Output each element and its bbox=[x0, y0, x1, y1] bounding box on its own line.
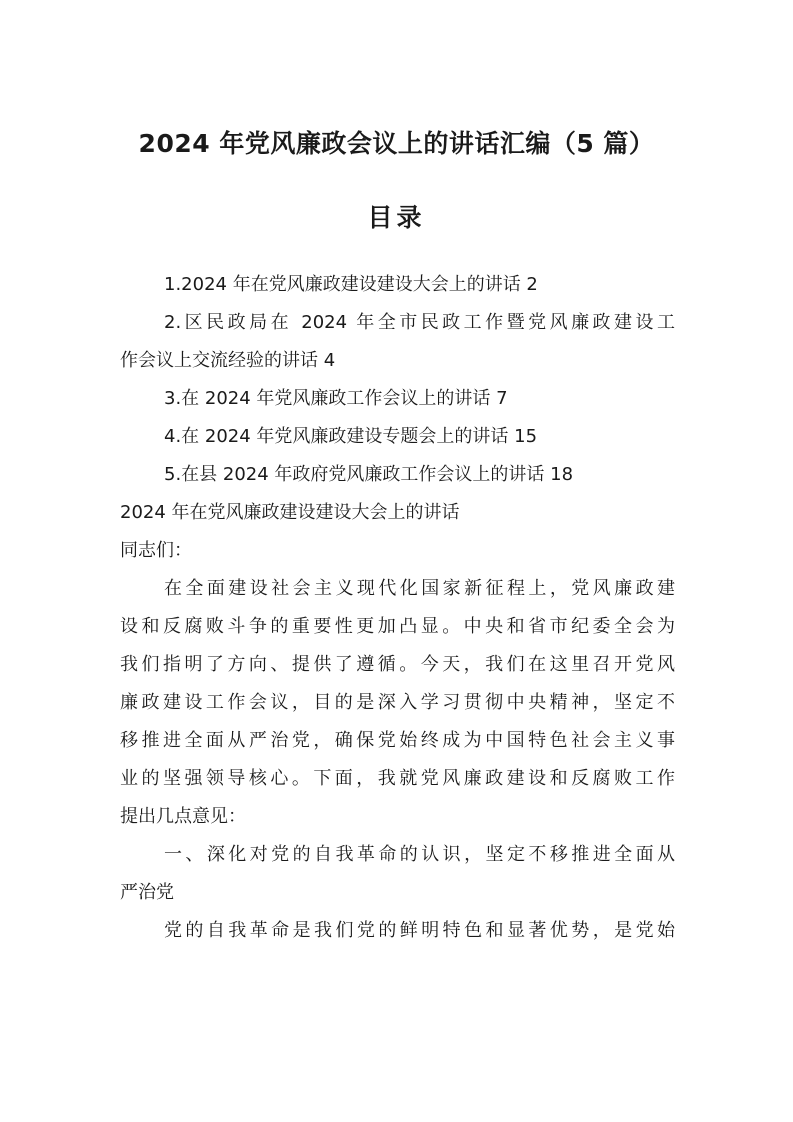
paragraph-line: 提出几点意见： bbox=[120, 806, 246, 827]
toc-item-1[interactable]: 1.2024 年在党风廉政建设建设大会上的讲话 2 bbox=[164, 274, 538, 295]
speech-title: 2024 年在党风廉政建设建设大会上的讲话 bbox=[120, 502, 460, 523]
document-body bbox=[120, 266, 675, 950]
salutation: 同志们： bbox=[120, 540, 192, 561]
toc-item-3[interactable]: 3.在 2024 年党风廉政工作会议上的讲话 7 bbox=[164, 388, 508, 409]
paragraph-line: 在全面建设社会主义现代化国家新征程上，党风廉政建 bbox=[164, 578, 675, 599]
paragraph-2 bbox=[120, 912, 675, 950]
document-title: 2024 年党风廉政会议上的讲话汇编（5 篇） bbox=[138, 129, 655, 158]
paragraph-line: 廉政建设工作会议，目的是深入学习贯彻中央精神，坚定不 bbox=[120, 692, 675, 713]
section-heading-1 bbox=[120, 836, 675, 912]
toc-item-2[interactable]: 2.区民政局在 2024 年全市民政工作暨党风廉政建设工 bbox=[164, 312, 675, 333]
table-of-contents bbox=[120, 266, 675, 494]
paragraph-line: 设和反腐败斗争的重要性更加凸显。中央和省市纪委全会为 bbox=[120, 616, 675, 637]
toc-item-4[interactable]: 4.在 2024 年党风廉政建设专题会上的讲话 15 bbox=[164, 426, 538, 447]
paragraph-line: 党的自我革命是我们党的鲜明特色和显著优势，是党始 bbox=[164, 920, 675, 941]
toc-heading: 目录 bbox=[367, 203, 426, 232]
toc-item-5[interactable]: 5.在县 2024 年政府党风廉政工作会议上的讲话 18 bbox=[164, 464, 574, 485]
heading-line: 一、深化对党的自我革命的认识，坚定不移推进全面从 bbox=[164, 844, 675, 865]
paragraph-1 bbox=[120, 570, 675, 836]
paragraph-line: 业的坚强领导核心。下面，我就党风廉政建设和反腐败工作 bbox=[120, 768, 675, 789]
paragraph-line: 移推进全面从严治党，确保党始终成为中国特色社会主义事 bbox=[120, 730, 675, 751]
heading-line: 严治党 bbox=[120, 882, 174, 903]
toc-item-2-continued[interactable]: 作会议上交流经验的讲话 4 bbox=[120, 350, 336, 371]
paragraph-line: 我们指明了方向、提供了遵循。今天，我们在这里召开党风 bbox=[120, 654, 675, 675]
